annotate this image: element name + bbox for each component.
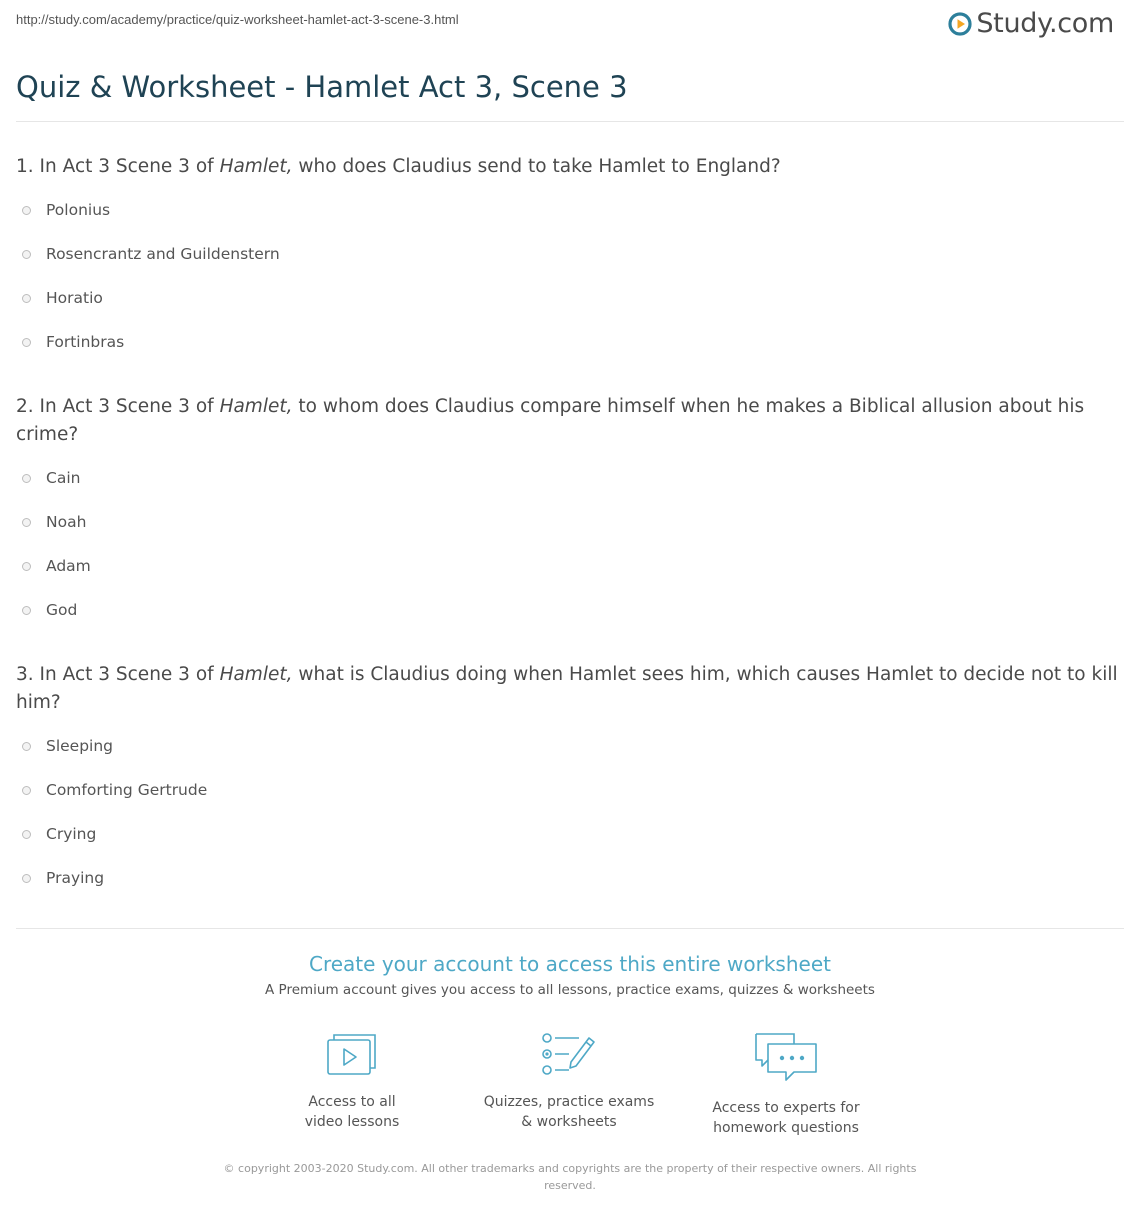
radio-button[interactable] [22, 206, 31, 215]
radio-button[interactable] [22, 874, 31, 883]
question-prefix: In Act 3 Scene 3 of [39, 156, 214, 177]
question-text: to whom does Claudius compare himself when he makes a Biblical allusion about his crime? [16, 396, 1085, 445]
answer-label: Sleeping [46, 737, 114, 755]
radio-button[interactable] [22, 294, 31, 303]
answer-label: Crying [46, 825, 97, 843]
feature-video-lessons [252, 1032, 452, 1132]
answer-label: Horatio [46, 289, 103, 307]
page-title: Quiz & Worksheet - Hamlet Act 3, Scene 3 [16, 70, 628, 104]
question-number: 2. [16, 396, 34, 417]
question-prefix: In Act 3 Scene 3 of [39, 396, 214, 417]
create-account-link[interactable]: Create your account to access this entire worksheet [309, 952, 831, 976]
feature-label: Access to all video lessons [304, 1094, 400, 1130]
radio-button[interactable] [22, 562, 31, 571]
play-circle-icon [948, 12, 972, 36]
answer-label: Adam [46, 557, 91, 575]
answer-option[interactable] [22, 724, 207, 768]
cta-subtitle: A Premium account gives you access to all lessons, practice exams, quizzes & worksheets [265, 982, 875, 998]
answer-list-2 [22, 456, 91, 632]
study-logo[interactable] [948, 8, 1114, 39]
radio-button[interactable] [22, 606, 31, 615]
radio-button[interactable] [22, 250, 31, 259]
logo-text: Study.com [976, 8, 1114, 39]
page-url: http://study.com/academy/practice/quiz-worksheet-hamlet-act-3-scene-3.html [16, 12, 459, 27]
question-number: 1. [16, 156, 34, 177]
answer-option[interactable] [22, 188, 280, 232]
answer-label: Polonius [46, 201, 111, 219]
answer-label: Praying [46, 869, 105, 887]
answer-option[interactable] [22, 588, 91, 632]
answer-option[interactable] [22, 768, 207, 812]
question-text: what is Claudius doing when Hamlet sees him, which causes Hamlet to decide not to kill him? [16, 664, 1118, 713]
answer-label: Comforting Gertrude [46, 781, 208, 799]
answer-option[interactable] [22, 500, 91, 544]
work-title: Hamlet, [219, 664, 293, 685]
chat-bubbles-icon [754, 1032, 818, 1084]
radio-button[interactable] [22, 474, 31, 483]
title-divider [16, 121, 1124, 122]
answer-list-1 [22, 188, 280, 364]
radio-button[interactable] [22, 338, 31, 347]
answer-label: Noah [46, 513, 87, 531]
work-title: Hamlet, [219, 156, 293, 177]
feature-experts [686, 1032, 886, 1138]
question-2 [16, 393, 1128, 449]
answer-option[interactable] [22, 276, 280, 320]
answer-label: Fortinbras [46, 333, 125, 351]
feature-label: Access to experts for homework questions [712, 1100, 860, 1136]
feature-quizzes [469, 1032, 669, 1132]
radio-button[interactable] [22, 742, 31, 751]
question-number: 3. [16, 664, 34, 685]
question-3 [16, 661, 1128, 717]
answer-option[interactable] [22, 320, 280, 364]
work-title: Hamlet, [219, 396, 293, 417]
answer-label: Rosencrantz and Guildenstern [46, 245, 280, 263]
answer-option[interactable] [22, 232, 280, 276]
answer-label: God [46, 601, 78, 619]
cta-divider [16, 928, 1124, 929]
question-1 [16, 153, 1128, 181]
question-prefix: In Act 3 Scene 3 of [39, 664, 214, 685]
answer-list-3 [22, 724, 207, 900]
answer-option[interactable] [22, 544, 91, 588]
quiz-checklist-icon [541, 1032, 597, 1078]
answer-option[interactable] [22, 812, 207, 856]
answer-option[interactable] [22, 856, 207, 900]
radio-button[interactable] [22, 830, 31, 839]
video-lessons-icon [326, 1032, 378, 1078]
radio-button[interactable] [22, 518, 31, 527]
answer-label: Cain [46, 469, 81, 487]
radio-button[interactable] [22, 786, 31, 795]
feature-label: Quizzes, practice exams & worksheets [483, 1094, 655, 1130]
answer-option[interactable] [22, 456, 91, 500]
copyright-footer: © copyright 2003-2020 Study.com. All other trademarks and copyrights are the property of their respective owners. All rights reserved. [223, 1162, 917, 1192]
question-text: who does Claudius send to take Hamlet to England? [298, 156, 781, 177]
